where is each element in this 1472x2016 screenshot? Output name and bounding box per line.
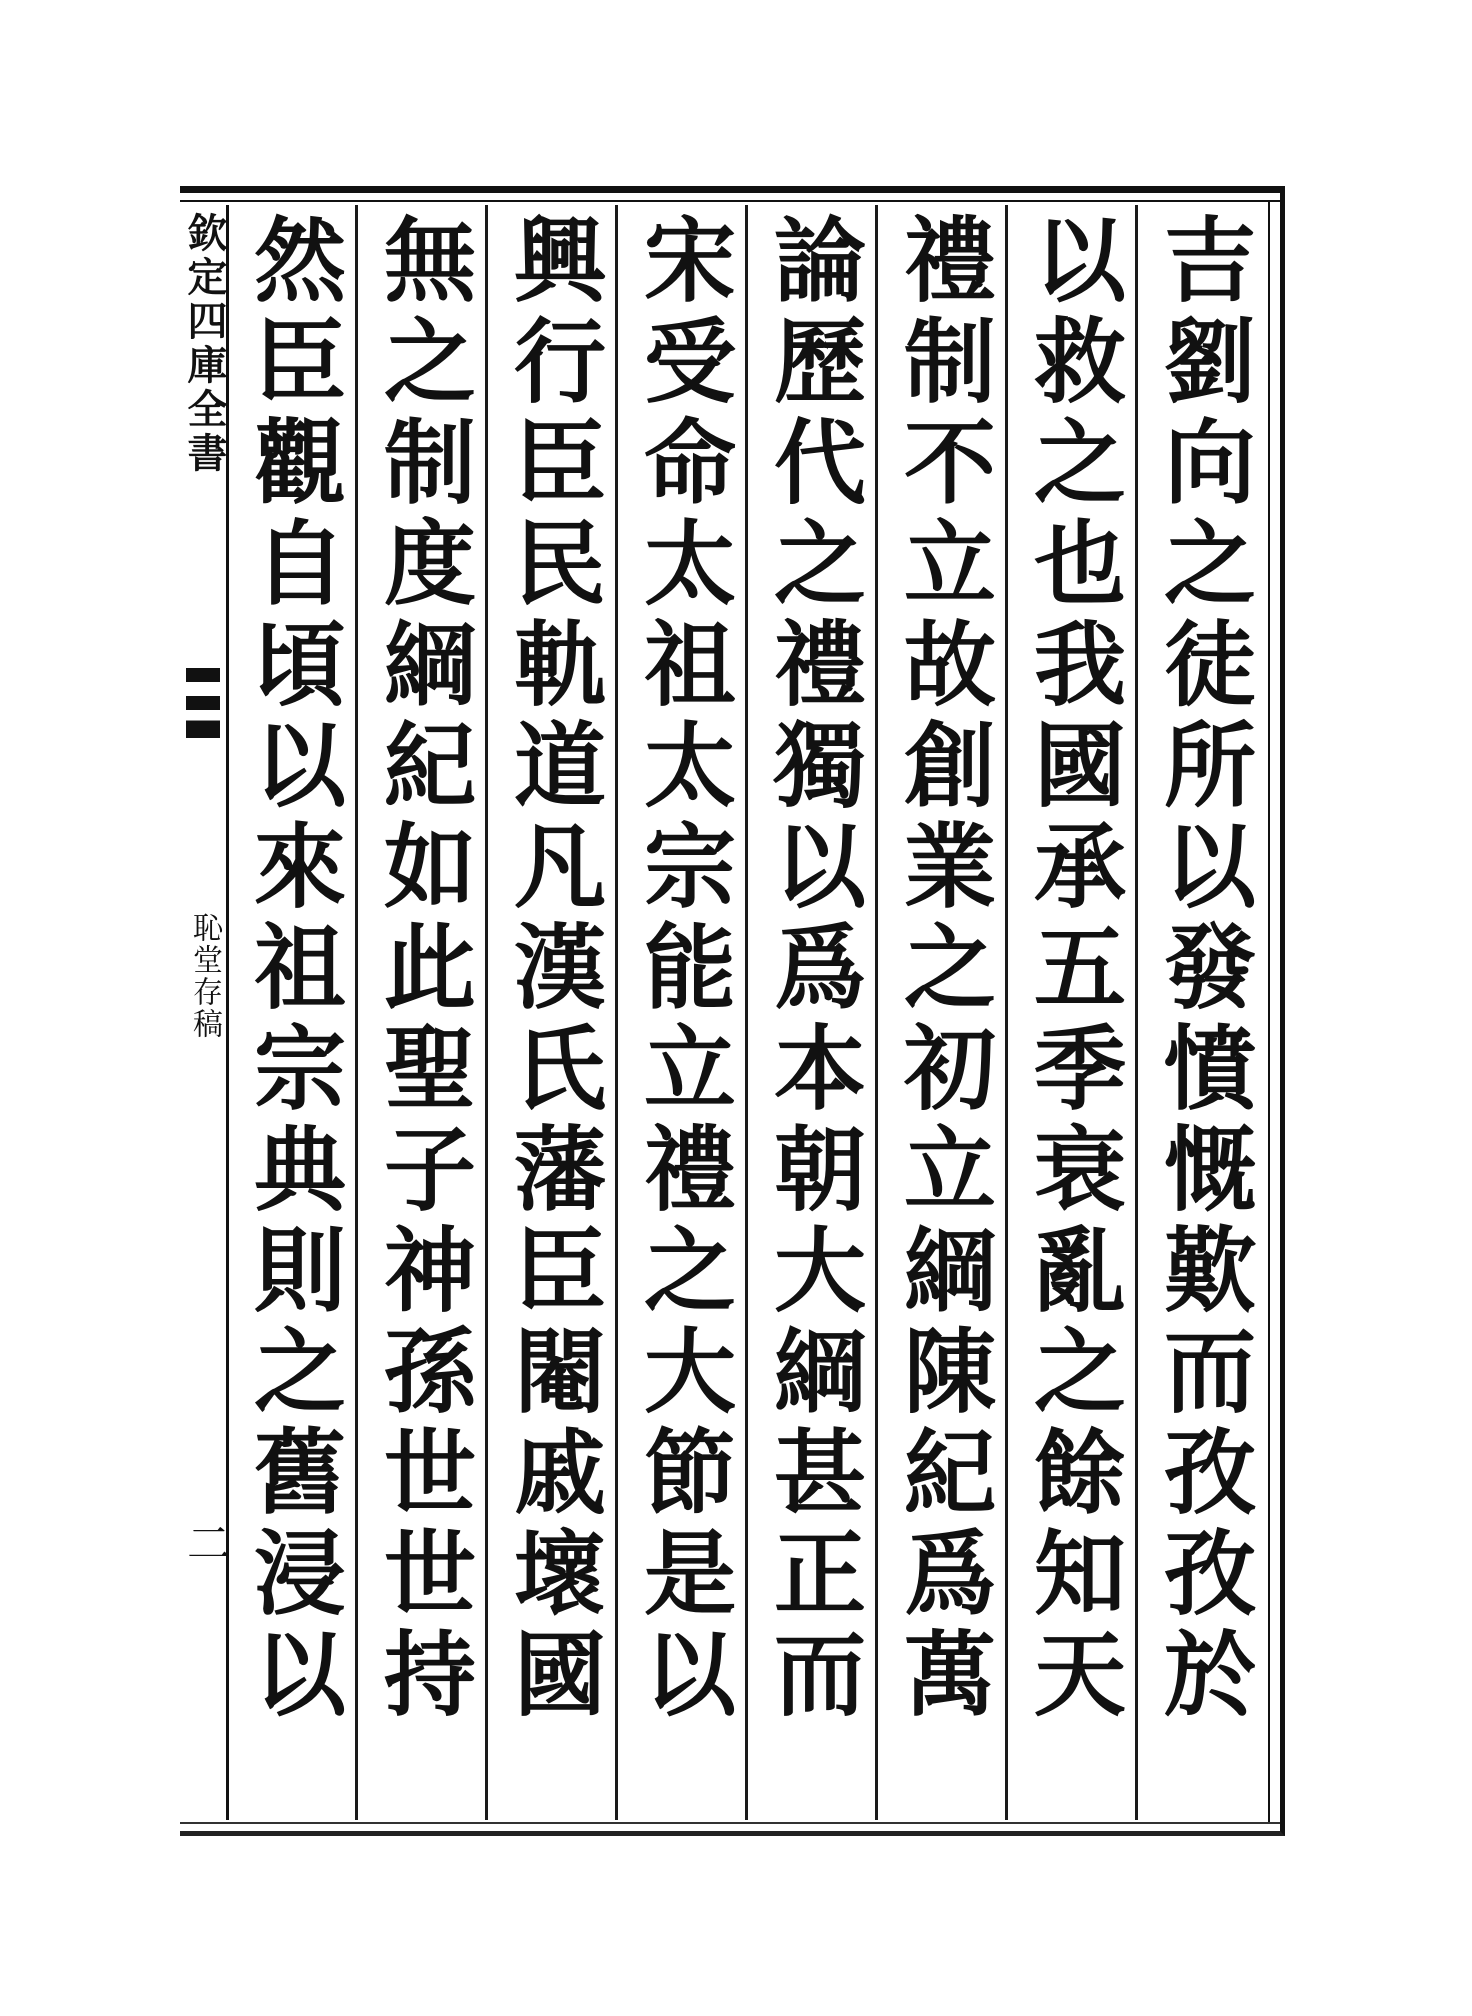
- text-column-8: 然臣觀自頃以來祖宗典則之舊浸以: [239, 212, 347, 1727]
- column-rule: [875, 205, 878, 1820]
- work-title: 恥堂存稿: [187, 912, 222, 1040]
- column-rule: [1005, 205, 1008, 1820]
- text-column-3: 禮制不立故創業之初立綱陳紀爲萬: [889, 212, 997, 1727]
- column-rule: [615, 205, 618, 1820]
- fish-tail-mark-icon: [186, 668, 220, 738]
- book-title: 欽定四庫全書: [181, 212, 227, 476]
- column-rule: [355, 205, 358, 1820]
- text-column-1: 吉劉向之徒所以發憤慨歎而孜孜於: [1149, 212, 1257, 1727]
- text-column-5: 宋受命太祖太宗能立禮之大節是以: [629, 212, 737, 1727]
- column-rule: [745, 205, 748, 1820]
- text-column-6: 興行臣民軌道凡漢氏藩臣閹戚壞國: [499, 212, 607, 1727]
- inner-right-rule: [1268, 200, 1270, 1822]
- inner-bottom-rule: [180, 1822, 1280, 1824]
- page-number: 二: [179, 1520, 230, 1564]
- text-column-7: 無之制度綱紀如此聖子神孫世世持: [369, 212, 477, 1727]
- text-column-4: 論歷代之禮獨以爲本朝大綱甚正而: [759, 212, 867, 1727]
- column-rule: [485, 205, 488, 1820]
- text-column-2: 以救之也我國承五季衰亂之餘知天: [1019, 212, 1127, 1727]
- inner-top-rule: [180, 200, 1280, 202]
- column-rule: [1135, 205, 1138, 1820]
